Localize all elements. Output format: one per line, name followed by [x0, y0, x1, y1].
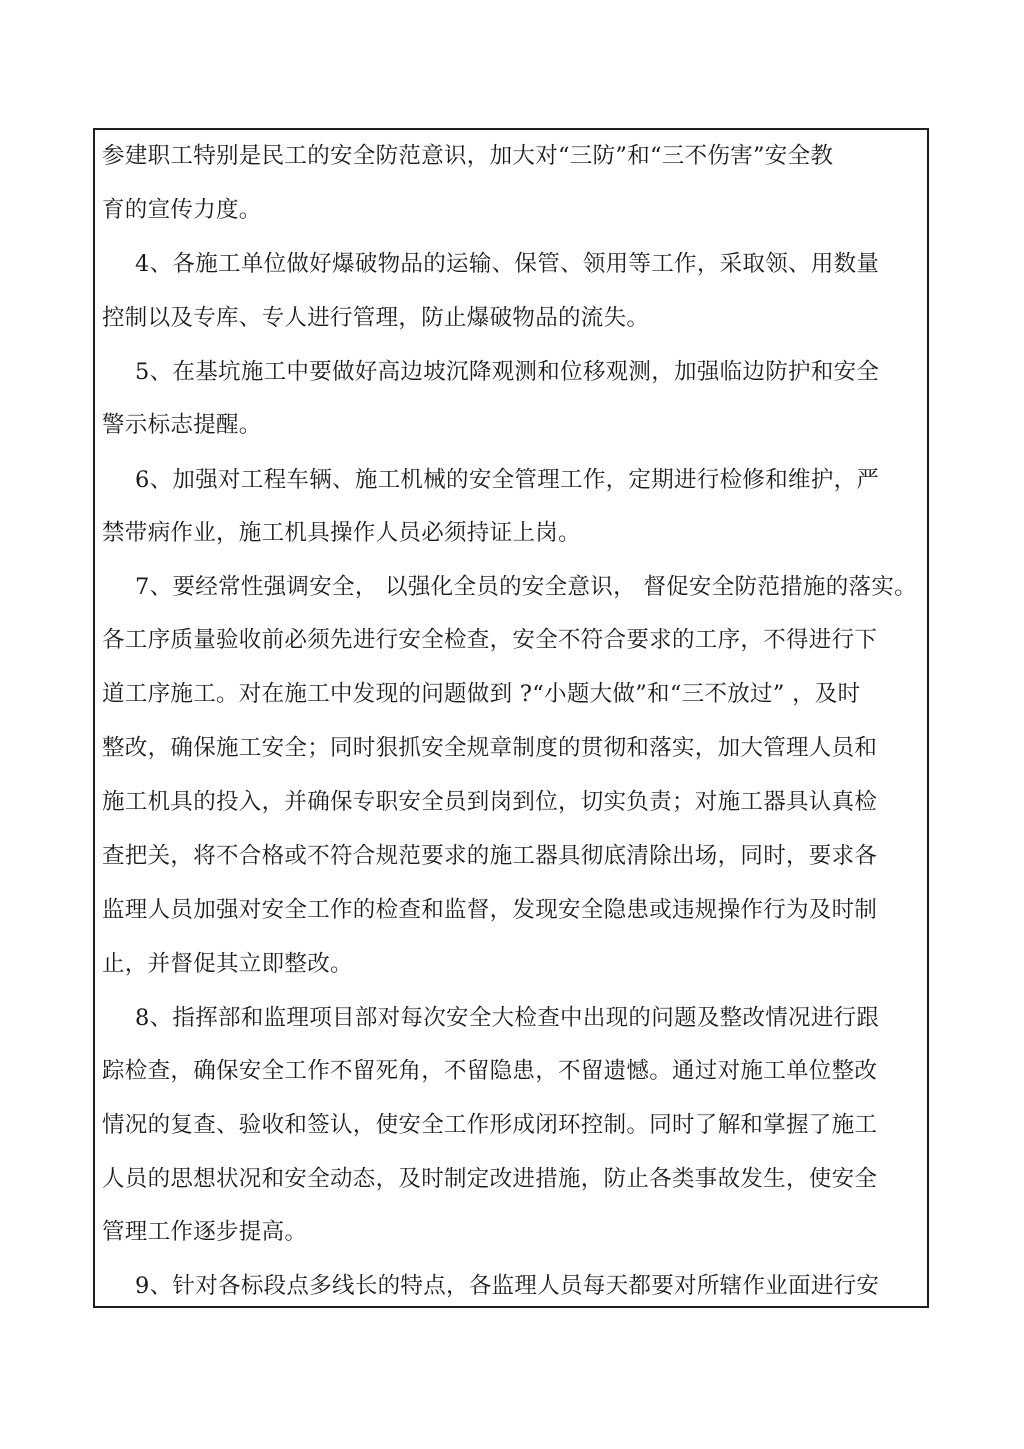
text-line: 9、针对各标段点多线长的特点，各监理人员每天都要对所辖作业面进行安 — [135, 1273, 880, 1299]
text-line: 控制以及专库、专人进行管理，防止爆破物品的流失。 — [102, 305, 650, 331]
text-line: 道工序施工。对在施工中发现的问题做到 ?“小题大做”和“三不放过” ，及时 — [102, 681, 861, 707]
text-line: 4、各施工单位做好爆破物品的运输、保管、领用等工作，采取领、用数量 — [135, 251, 880, 277]
text-line: 7、要经常性强调安全， 以强化全员的安全意识， 督促安全防范措施的落实。 — [135, 574, 917, 600]
text-line: 情况的复查、验收和签认，使安全工作形成闭环控制。同时了解和掌握了施工 — [102, 1112, 878, 1138]
text-line: 5、在基坑施工中要做好高边坡沉降观测和位移观测，加强临边防护和安全 — [135, 359, 880, 385]
text-line: 管理工作逐步提高。 — [102, 1219, 308, 1245]
text-line: 施工机具的投入，并确保专职安全员到岗到位，切实负责；对施工器具认真检 — [102, 789, 878, 815]
text-line: 止，并督促其立即整改。 — [102, 951, 353, 977]
text-line: 6、加强对工程车辆、施工机械的安全管理工作，定期进行检修和维护，严 — [135, 467, 880, 493]
text-line: 踪检查，确保安全工作不留死角，不留隐患，不留遗憾。通过对施工单位整改 — [102, 1058, 878, 1084]
text-line: 各工序质量验收前必须先进行安全检查，安全不符合要求的工序，不得进行下 — [102, 627, 878, 653]
text-line: 监理人员加强对安全工作的检查和监督，发现安全隐患或违规操作行为及时制 — [102, 897, 878, 923]
text-line: 整改，确保施工安全；同时狠抓安全规章制度的贯彻和落实，加大管理人员和 — [102, 735, 878, 761]
text-line: 参建职工特别是民工的安全防范意识，加大对“三防”和“三不伤害”安全教 — [102, 143, 834, 169]
text-line: 查把关，将不合格或不符合规范要求的施工器具彻底清除出场，同时，要求各 — [102, 843, 878, 869]
text-line: 育的宣传力度。 — [102, 197, 262, 223]
text-line: 人员的思想状况和安全动态，及时制定改进措施，防止各类事故发生，使安全 — [102, 1166, 878, 1192]
text-line: 禁带病作业，施工机具操作人员必须持证上岗。 — [102, 520, 581, 546]
text-line: 警示标志提醒。 — [102, 412, 262, 438]
text-line: 8、指挥部和监理项目部对每次安全大检查中出现的问题及整改情况进行跟 — [135, 1005, 880, 1031]
